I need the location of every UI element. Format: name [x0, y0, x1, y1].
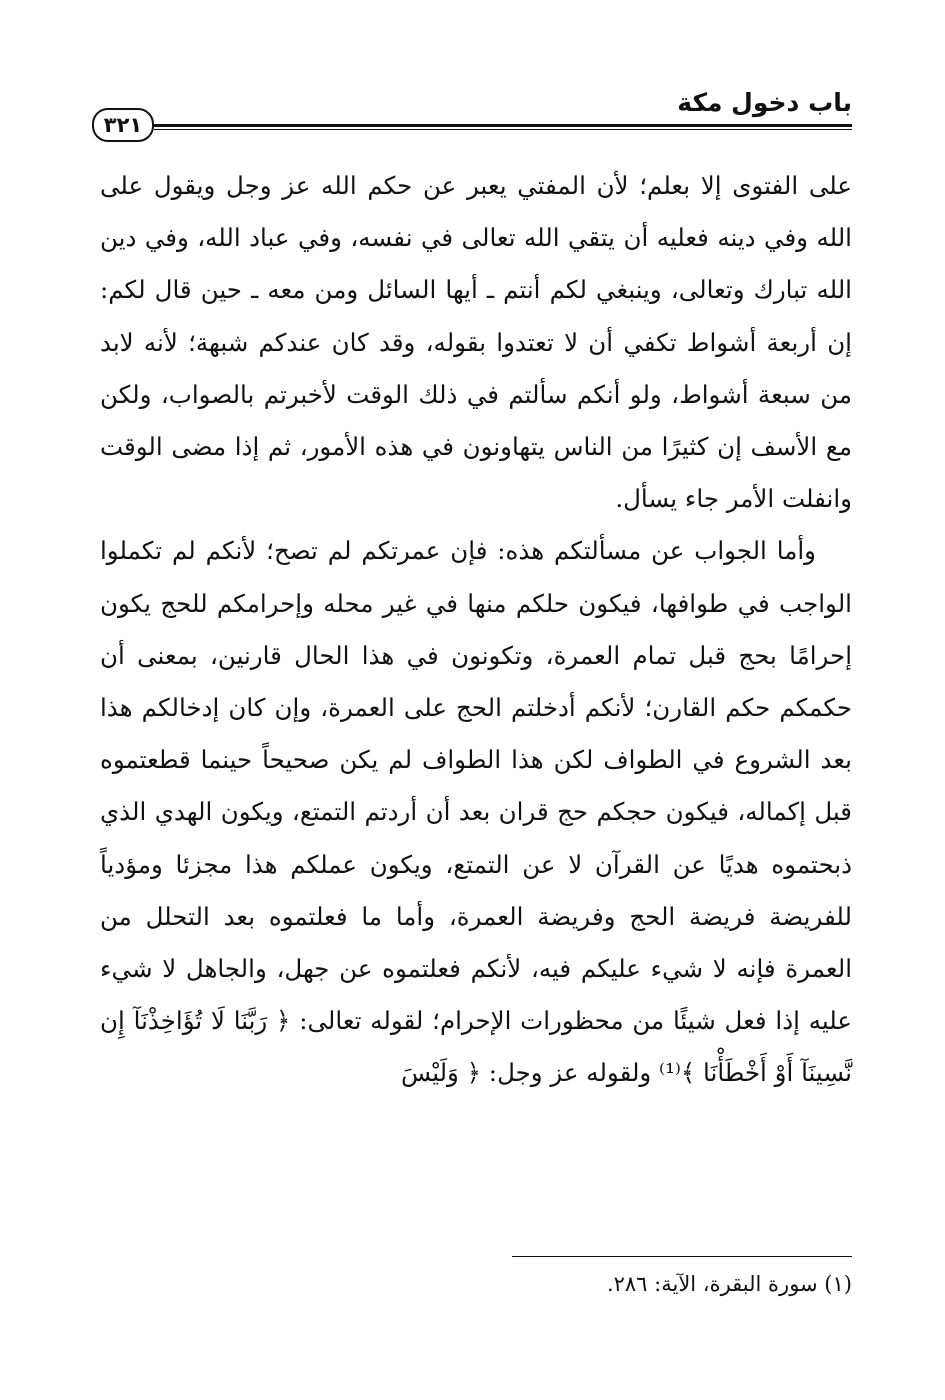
page-number: ٣٢١: [92, 108, 154, 142]
footnote: (١) سورة البقرة، الآية: ٢٨٦.: [606, 1272, 852, 1296]
header-rule-thin: [154, 129, 852, 130]
chapter-title: باب دخول مكة: [677, 88, 852, 117]
paragraph: على الفتوى إلا بعلم؛ لأن المفتي يعبر عن حكم الله عز وجل ويقول على الله وفي دينه فعليه أن يتقي الله تعالى في نفسه، وفي عباد الله، وفي دين الله تبارك وتعالى، وينبغي لكم أنتم ـ أيها السائل ومن معه ـ حين قال لكم: إن أربعة أشواط تكفي أن لا تعتدوا بقوله، وقد كان عندكم شبهة؛ لأنه لابد من سبعة أشواط، ولو أنكم سألتم في ذلك الوقت لأخبرتم بالصواب، ولكن مع الأسف إن كثيرًا من الناس يتهاونون في هذه الأمور، ثم إذا مضى الوقت وانفلت الأمر جاء يسأل.: [100, 171, 852, 514]
footnote-separator: [512, 1256, 852, 1257]
page-header: [92, 88, 852, 148]
paragraph: وأما الجواب عن مسألتكم هذه: فإن عمرتكم لم تصح؛ لأنكم لم تكملوا الواجب في طوافها، فيكون حلكم منها في غير محله وإحرامكم للحج يكون إحرامًا بحج قبل تمام العمرة، وتكونون في هذا الحال قارنين، بمعنى أن حكمكم حكم القارن؛ لأنكم أدخلتم الحج على العمرة، وإن كان إدخالكم هذا بعد الشروع في الطواف لكن هذا الطواف لم يكن صحيحاً حينما قطعتموه قبل إكماله، فيكون حجكم حج قران بعد أن أردتم التمتع، ويكون الهدي الذي ذبحتموه هديًا عن القرآن لا عن التمتع، ويكون عملكم هذا مجزئا ومؤدياً للفريضة فريضة الحج وفريضة العمرة، وأما ما فعلتموه بعد التحلل من العمرة فإنه لا شيء عليكم فيه، لأنكم فعلتموه عن جهل، والجاهل لا شيء عليه إذا فعل شيئًا من محظورات الإحرام؛ لقوله تعالى: ﴿ رَبَّنَا لَا تُؤَاخِذْنَآ إِن نَّسِينَآ أَوْ أَخْطَأْنَا ﴾⁽¹⁾ ولقوله عز وجل: ﴿ وَلَيْسَ: [100, 536, 852, 1088]
header-rule: [154, 124, 852, 127]
body-text: [100, 160, 852, 1100]
